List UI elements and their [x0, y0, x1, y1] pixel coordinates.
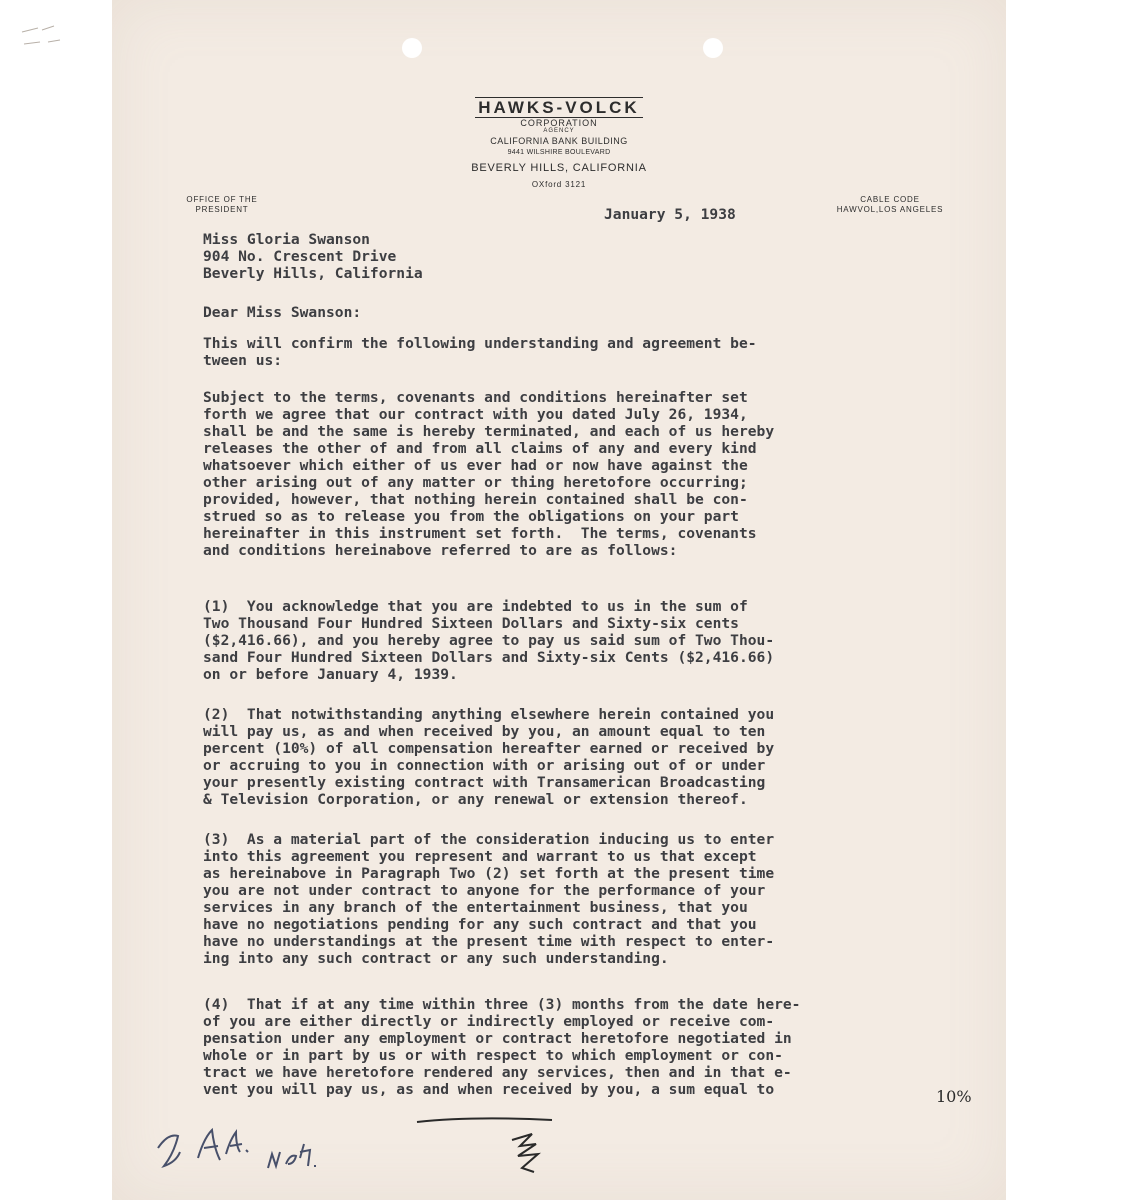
- main-paragraph: Subject to the terms, covenants and conditions hereinafter set forth we agree that our contract with you dated July 26, 1934, shall be and the same is hereby terminated, and each of us hereby releases the other of and from all claims of any and every kind whatsoever which either of us ever had or now have against the other arising out of any matter or thing heretofore occurring; provided, however, that nothing herein contained shall be con- strued so as to release you from the obligations on your part hereinafter in this instrument set forth. The terms, covenants and conditions hereinabove referred to are as follows:: [203, 389, 775, 559]
- letterhead-corporation: CORPORATION: [520, 118, 598, 128]
- letter-page: [112, 0, 1006, 1200]
- cable-line-2: HAWVOL,LOS ANGELES: [836, 205, 944, 214]
- letter-date: January 5, 1938: [604, 206, 736, 223]
- intro-paragraph: This will confirm the following understanding and agreement be- tween us:: [203, 335, 757, 369]
- office-line-1: OFFICE OF THE: [186, 195, 258, 204]
- pencil-marks: [20, 20, 80, 60]
- office-of-president: [182, 195, 262, 215]
- letterhead-city: BEVERLY HILLS, CALIFORNIA: [471, 162, 647, 174]
- letterhead-building: CALIFORNIA BANK BUILDING: [490, 136, 628, 146]
- letterhead-phone: OXford 3121: [531, 180, 587, 189]
- salutation: Dear Miss Swanson:: [203, 304, 362, 321]
- letterhead-agency: AGENCY: [543, 128, 575, 134]
- clause-3: (3) As a material part of the consideration inducing us to enter into this agreement you represent and warrant to us that except as hereinabove in Paragraph Two (2) set forth at the present time you are not under contract to anyone for the performance of your services in any branch of the entertainment business, that you have no negotiations pending for any such contract and that you have no understandings at the present time with respect to enter- ing into any such contract or any such understanding.: [203, 831, 775, 967]
- clause-2: (2) That notwithstanding anything elsewhere herein contained you will pay us, as and when received by you, an amount equal to ten percent (10%) of all compensation hereafter earned or received by or accruing to you in connection with or arising out of or under your presently existing contract with Transamerican Broadcasting & Television Corporation, or any renewal or extension thereof.: [203, 706, 775, 808]
- office-line-2: PRESIDENT: [195, 205, 249, 214]
- punch-hole-left: [402, 38, 422, 58]
- letterhead-company-name: HAWKS-VOLCK: [112, 98, 1006, 118]
- punch-hole-right: [703, 38, 723, 58]
- clause-4: (4) That if at any time within three (3) months from the date here- of you are either directly or indirectly employed or receive com- pensation under any employment or contract heretofore negotiated in whole or in part by us or with respect to which employment or con- tract we have heretofore rendered any services, then and in that e- vent you will pay us, as and when received by you, a sum equal to: [203, 996, 801, 1098]
- clause-1: (1) You acknowledge that you are indebted to us in the sum of Two Thousand Four Hundred Sixteen Dollars and Sixty-six cents ($2,416.66), and you hereby agree to pay us said sum of Two Thou- sand Four Hundred Sixteen Dollars and Sixty-six Cents ($2,416.66) on or before January 4, 1939.: [203, 598, 775, 683]
- letterhead-address: 9441 WILSHIRE BOULEVARD: [507, 149, 611, 156]
- recipient-address: Miss Gloria Swanson 904 No. Crescent Drive Beverly Hills, California: [203, 231, 423, 282]
- handwritten-initials: [148, 1108, 388, 1188]
- cable-code: [830, 195, 950, 215]
- cable-line-1: CABLE CODE: [860, 195, 920, 204]
- signature-flourish: [412, 1110, 562, 1180]
- handwritten-margin-note: 10%: [936, 1087, 972, 1106]
